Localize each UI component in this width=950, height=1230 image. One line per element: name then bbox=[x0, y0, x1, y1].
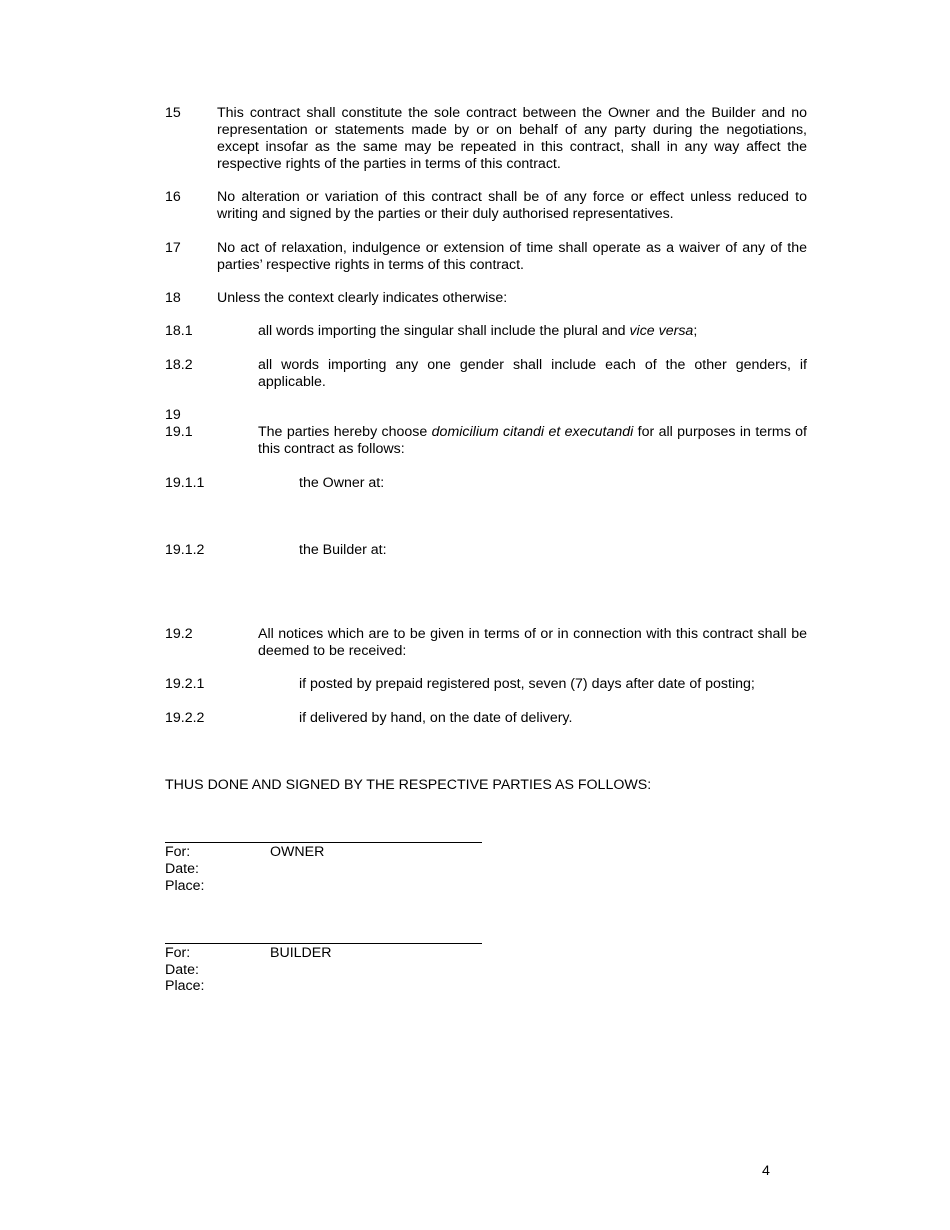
clause-text: No act of relaxation, indulgence or extension of time shall operate as a waiver of any of the parties’ respective rights in terms of this contract. bbox=[217, 240, 807, 273]
owner-party-name: OWNER bbox=[270, 844, 325, 860]
clause-18-2 bbox=[165, 357, 807, 391]
clause-text: all words importing any one gender shall include each of the other genders, if applicable. bbox=[258, 357, 807, 390]
clause-number: 18.1 bbox=[165, 323, 193, 339]
builder-date-label: Date: bbox=[165, 962, 199, 978]
text-part: all words importing the singular shall include the plural and bbox=[258, 323, 630, 339]
clause-text: the Owner at: bbox=[299, 475, 385, 491]
clause-19-number: 19 bbox=[165, 407, 181, 423]
clause-number: 16 bbox=[165, 189, 181, 205]
clause-number: 15 bbox=[165, 105, 181, 121]
clause-18-1 bbox=[165, 323, 807, 340]
clause-16 bbox=[165, 189, 807, 223]
clause-number: 19.1 bbox=[165, 424, 193, 440]
clause-text: This contract shall constitute the sole contract between the Owner and the Builder and no representation or statements made by or on behalf of any party during the negotiations, except insofar as the same may be repeated in this contract, shall in any way affect the respective rights of the parties in terms of this contract. bbox=[217, 105, 807, 172]
clause-text: All notices which are to be given in terms of or in connection with this contract shall be deemed to be received: bbox=[258, 626, 807, 659]
italic-term: vice versa bbox=[629, 323, 694, 339]
owner-date-label: Date: bbox=[165, 861, 199, 877]
clause-text: Unless the context clearly indicates otherwise: bbox=[217, 290, 508, 306]
builder-for-label: For: bbox=[165, 945, 191, 961]
clause-text bbox=[258, 424, 807, 458]
clause-19-2-1 bbox=[165, 676, 807, 693]
clause-19-2-2 bbox=[165, 710, 807, 727]
italic-term: domicilium citandi et executandi bbox=[431, 424, 634, 440]
clause-text: the Builder at: bbox=[299, 542, 387, 558]
page-number: 4 bbox=[762, 1163, 770, 1179]
clause-19-1 bbox=[165, 424, 807, 458]
owner-for-label: For: bbox=[165, 844, 191, 860]
clause-17 bbox=[165, 240, 807, 274]
text-part: The parties hereby choose bbox=[258, 424, 432, 440]
clause-19-1-1 bbox=[165, 475, 807, 492]
clause-number: 18.2 bbox=[165, 357, 193, 373]
clause-number: 19.2.2 bbox=[165, 710, 205, 726]
clause-number: 19.2.1 bbox=[165, 676, 205, 692]
text-part: for all purposes in terms of this contract as follows: bbox=[258, 424, 807, 457]
clause-18 bbox=[165, 290, 807, 307]
clause-number: 18 bbox=[165, 290, 181, 306]
clause-text: No alteration or variation of this contract shall be of any force or effect unless reduced to writing and signed by the parties or their duly authorised representatives. bbox=[217, 189, 807, 222]
clause-text: if posted by prepaid registered post, seven (7) days after date of posting; bbox=[299, 676, 755, 692]
clause-19-2 bbox=[165, 626, 807, 660]
owner-signature-line bbox=[165, 842, 482, 843]
clause-19-1-2 bbox=[165, 542, 807, 559]
clause-number: 19.1.1 bbox=[165, 475, 205, 491]
builder-signature-line bbox=[165, 943, 482, 944]
signing-heading: THUS DONE AND SIGNED BY THE RESPECTIVE PARTIES AS FOLLOWS: bbox=[165, 777, 652, 793]
clause-15 bbox=[165, 105, 807, 173]
owner-place-label: Place: bbox=[165, 878, 205, 894]
clause-number: 17 bbox=[165, 240, 181, 256]
builder-place-label: Place: bbox=[165, 978, 205, 994]
builder-party-name: BUILDER bbox=[270, 945, 332, 961]
text-part: ; bbox=[693, 323, 698, 339]
clause-text bbox=[258, 323, 807, 340]
clause-number: 19.2 bbox=[165, 626, 193, 642]
clause-number: 19.1.2 bbox=[165, 542, 205, 558]
clause-text: if delivered by hand, on the date of delivery. bbox=[299, 710, 573, 726]
